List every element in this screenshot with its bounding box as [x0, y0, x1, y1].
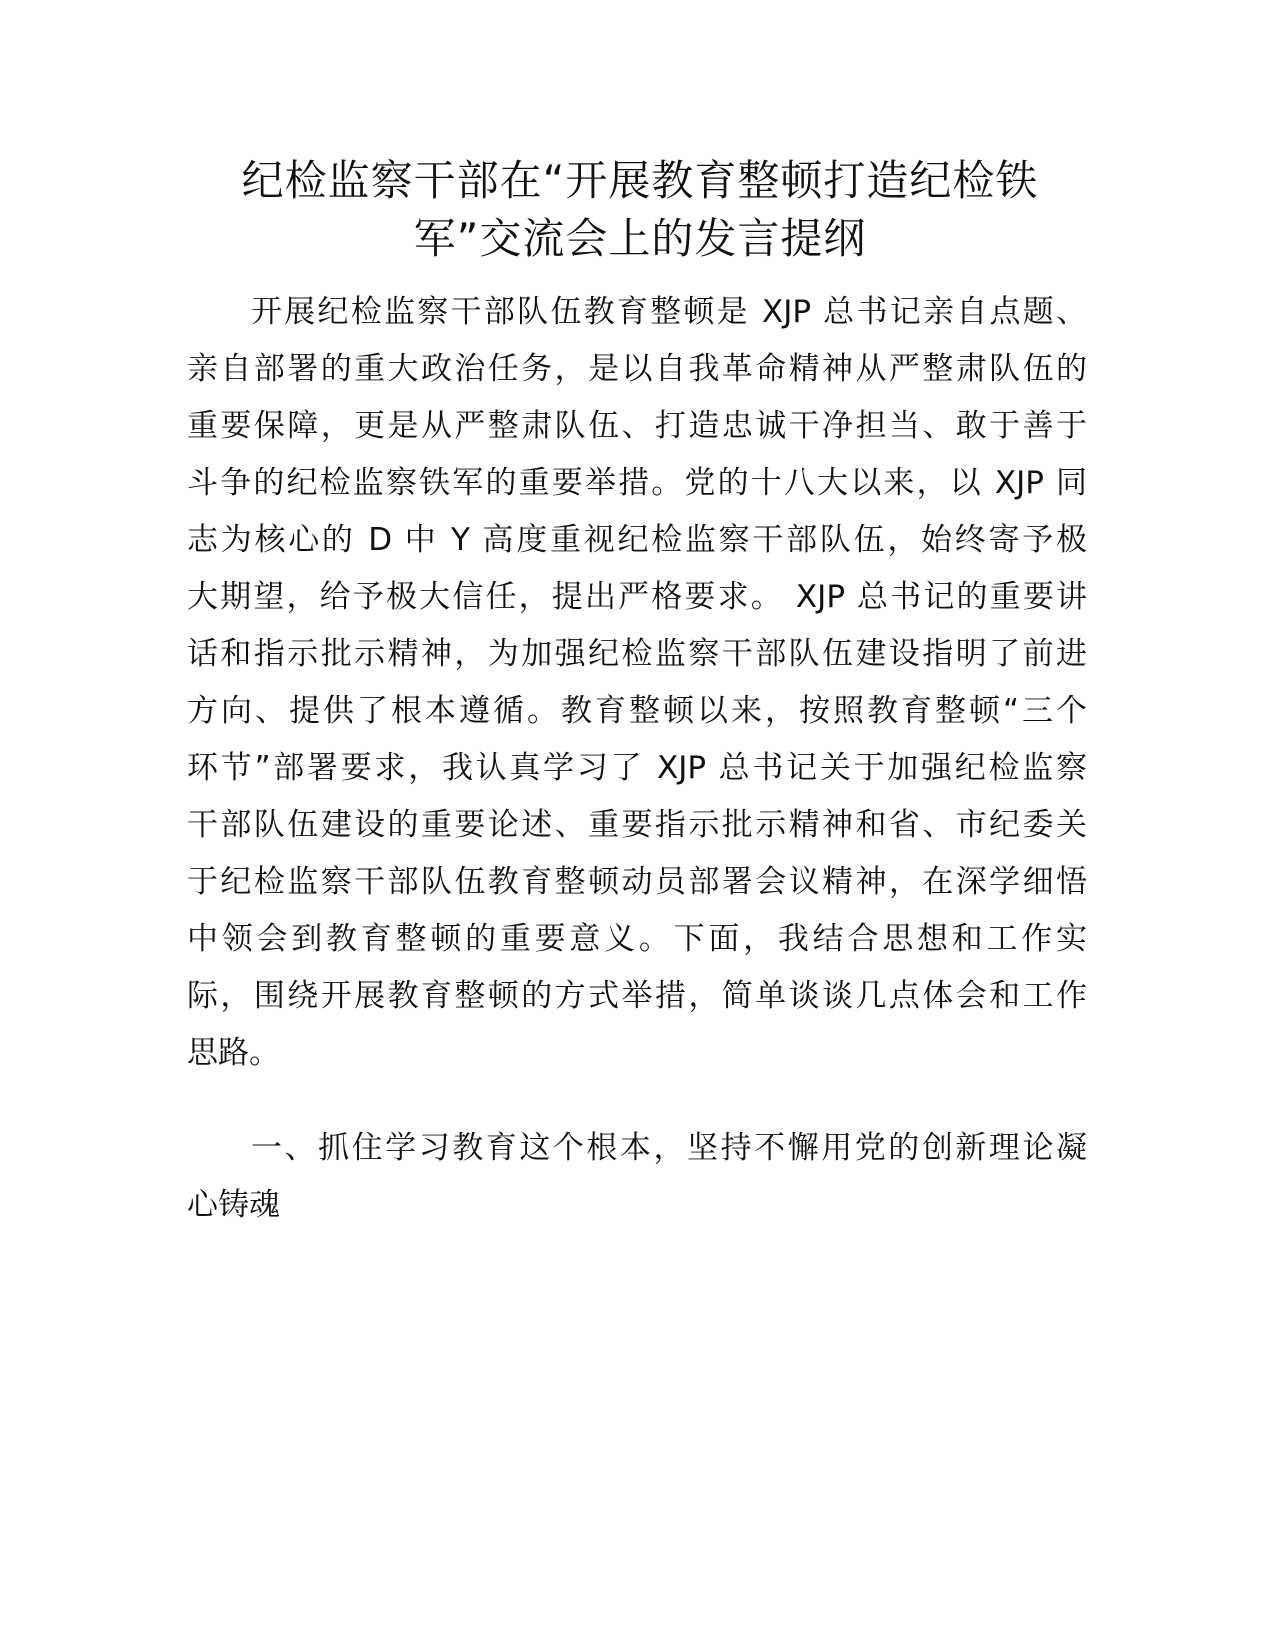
paragraph-line-9: 环节”部署要求，我认真学习了 XJP 总书记关于加强纪检监察 — [187, 750, 1087, 786]
section-heading-line-1: 一、抓住学习教育这个根本，坚持不懈用党的创新理论凝 — [251, 1130, 1087, 1166]
paragraph-line-8: 方向、提供了根本遵循。教育整顿以来，按照教育整顿“三个 — [187, 693, 1087, 729]
title-line-1: 纪检监察干部在“开展教育整顿打造纪检铁 — [241, 156, 1039, 205]
paragraph-line-4: 斗争的纪检监察铁军的重要举措。党的十八大以来，以 XJP 同 — [187, 465, 1087, 501]
paragraph-line-1: 开展纪检监察干部队伍教育整顿是 XJP 总书记亲自点题、 — [251, 294, 1087, 330]
paragraph-line-7: 话和指示批示精神，为加强纪检监察干部队伍建设指明了前进 — [187, 636, 1087, 672]
section-heading-line-2: 心铸魂 — [187, 1187, 280, 1223]
document-title — [180, 152, 1100, 268]
paragraph-line-5: 志为核心的 D 中 Y 高度重视纪检监察干部队伍，始终寄予极 — [187, 522, 1087, 558]
paragraph-line-2: 亲自部署的重大政治任务，是以自我革命精神从严整肃队伍的 — [187, 351, 1087, 387]
paragraph-line-11: 于纪检监察干部队伍教育整顿动员部署会议精神，在深学细悟 — [187, 864, 1087, 900]
intro-paragraph — [187, 284, 1087, 1082]
paragraph-line-10: 干部队伍建设的重要论述、重要指示批示精神和省、市纪委关 — [187, 807, 1087, 843]
section-heading-1 — [187, 1120, 1087, 1234]
paragraph-line-3: 重要保障，更是从严整肃队伍、打造忠诚干净担当、敢于善于 — [187, 408, 1087, 444]
title-line-2: 军”交流会上的发言提纲 — [413, 214, 867, 263]
paragraph-line-6: 大期望，给予极大信任，提出严格要求。 XJP 总书记的重要讲 — [187, 579, 1087, 615]
paragraph-line-13: 际，围绕开展教育整顿的方式举措，简单谈谈几点体会和工作 — [187, 978, 1087, 1014]
paragraph-line-14: 思路。 — [187, 1035, 280, 1071]
paragraph-line-12: 中领会到教育整顿的重要意义。下面，我结合思想和工作实 — [187, 921, 1087, 957]
